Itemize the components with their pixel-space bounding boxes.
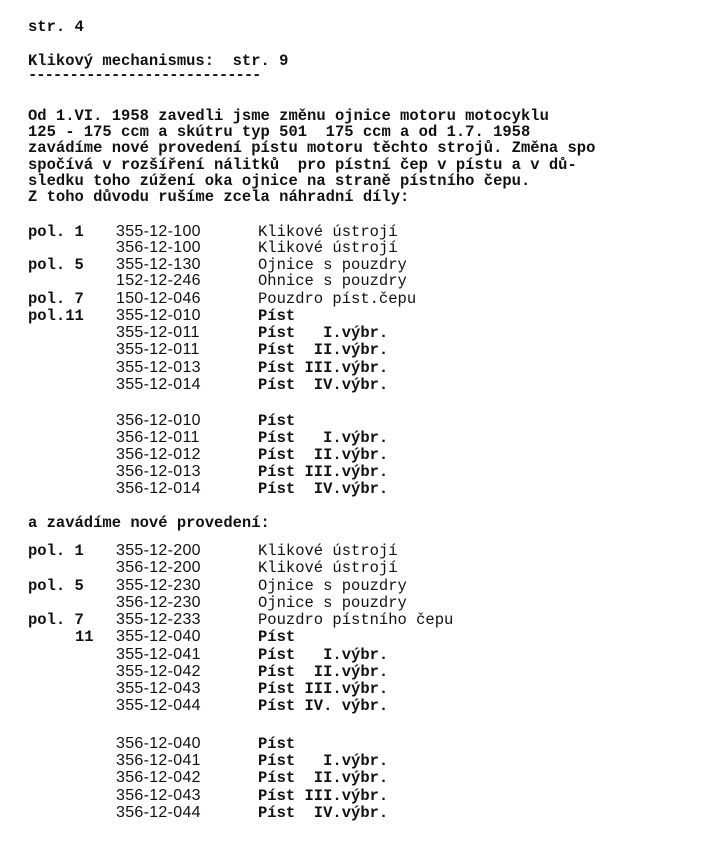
parts-row: [0, 324, 713, 341]
part-description: Klikové ústrojí: [258, 542, 398, 560]
intro-line-5: sledku toho zúžení oka ojnice na straně pístního čepu.: [28, 172, 531, 190]
section-title: Klikový mechanismus: str. 9: [28, 52, 289, 70]
parts-row: [0, 663, 713, 680]
intro-line-3: zavádíme nové provedení pístu motoru těchto strojů. Změna spo: [28, 139, 596, 157]
part-description: Píst III.výbr.: [258, 680, 389, 698]
intro-line-4: spočívá v rozšíření nálitků pro pístní čep v pístu a v dů-: [28, 156, 577, 174]
part-description: Ojnice s pouzdry: [258, 594, 407, 612]
part-number: 355-12-042: [116, 663, 201, 680]
part-number: 355-12-200: [116, 542, 201, 559]
intro-line-2: 125 - 175 ccm a skútru typ 501 175 ccm a od 1.7. 1958: [28, 123, 531, 141]
part-description: Píst III.výbr.: [258, 463, 389, 481]
new-parts-heading: a zavádíme nové provedení:: [28, 514, 270, 532]
part-description: Píst I.výbr.: [258, 752, 389, 770]
part-number: 150-12-046: [116, 290, 201, 307]
part-description: Ojnice s pouzdry: [258, 256, 407, 274]
part-description: Píst I.výbr.: [258, 646, 389, 664]
part-description: Píst II.výbr.: [258, 663, 389, 681]
part-description: Klikové ústrojí: [258, 223, 398, 241]
part-description: Pouzdro píst.čepu: [258, 290, 417, 308]
parts-row: [0, 359, 713, 376]
part-description: Píst IV.výbr.: [258, 480, 389, 498]
parts-row: [0, 239, 713, 256]
parts-row: [0, 804, 713, 821]
part-number: 355-12-041: [116, 646, 201, 663]
parts-row: [0, 223, 713, 240]
position-label: pol. 1: [28, 542, 84, 560]
part-description: Píst: [258, 307, 296, 325]
part-number: 356-12-040: [116, 735, 201, 752]
part-number: 355-12-013: [116, 359, 201, 376]
part-number: 355-12-040: [116, 628, 201, 645]
part-description: Píst III.výbr.: [258, 359, 389, 377]
position-label: 11: [75, 628, 94, 646]
part-number: 356-12-010: [116, 412, 201, 429]
position-label: pol. 1: [28, 223, 84, 241]
part-number: 356-12-011: [116, 429, 200, 446]
parts-row: [0, 697, 713, 714]
part-description: Píst: [258, 735, 296, 753]
parts-row: [0, 290, 713, 307]
part-number: 356-12-200: [116, 559, 201, 576]
part-number: 356-12-012: [116, 446, 201, 463]
parts-row: [0, 577, 713, 594]
parts-row: [0, 446, 713, 463]
parts-row: [0, 463, 713, 480]
part-number: 356-12-013: [116, 463, 201, 480]
part-description: Ohnice s pouzdry: [258, 272, 407, 290]
parts-row: [0, 480, 713, 497]
part-description: Ojnice s pouzdry: [258, 577, 407, 595]
part-number: 355-12-010: [116, 307, 201, 324]
part-description: Klikové ústrojí: [258, 239, 398, 257]
parts-row: [0, 769, 713, 786]
position-label: pol. 7: [28, 290, 84, 308]
parts-row: [0, 680, 713, 697]
part-number: 356-12-044: [116, 804, 201, 821]
intro-line-1: Od 1.VI. 1958 zavedli jsme změnu ojnice motoru motocyklu: [28, 107, 549, 125]
parts-row: [0, 542, 713, 559]
part-number: 355-12-130: [116, 256, 201, 273]
part-number: 355-12-014: [116, 376, 201, 393]
part-description: Píst IV.výbr.: [258, 376, 389, 394]
part-description: Píst III.výbr.: [258, 787, 389, 805]
parts-row: [0, 611, 713, 628]
parts-row: [0, 787, 713, 804]
part-description: Píst IV.výbr.: [258, 804, 389, 822]
part-description: Píst: [258, 412, 296, 430]
title-underline: ----------------------------: [28, 66, 261, 84]
part-description: Pouzdro pístního čepu: [258, 611, 454, 629]
parts-row: [0, 256, 713, 273]
parts-row: [0, 628, 713, 645]
page-number: str. 4: [28, 18, 84, 36]
parts-row: [0, 752, 713, 769]
part-number: 356-12-014: [116, 480, 201, 497]
intro-line-6: Z toho důvodu rušíme zcela náhradní díly:: [28, 188, 410, 206]
part-description: Píst I.výbr.: [258, 324, 389, 342]
part-description: Píst: [258, 628, 296, 646]
position-label: pol. 7: [28, 611, 84, 629]
part-number: 152-12-246: [116, 272, 201, 289]
part-number: 356-12-041: [116, 752, 201, 769]
part-number: 356-12-042: [116, 769, 201, 786]
part-description: Píst II.výbr.: [258, 341, 389, 359]
part-number: 355-12-230: [116, 577, 201, 594]
parts-row: [0, 735, 713, 752]
parts-row: [0, 559, 713, 576]
part-number: 355-12-100: [116, 223, 201, 240]
position-label: pol. 5: [28, 256, 84, 274]
part-description: Klikové ústrojí: [258, 559, 398, 577]
part-number: 356-12-100: [116, 239, 201, 256]
parts-row: [0, 272, 713, 289]
part-number: 356-12-230: [116, 594, 201, 611]
position-label: pol.11: [28, 307, 84, 325]
parts-row: [0, 341, 713, 358]
part-number: 355-12-043: [116, 680, 201, 697]
part-number: 355-12-044: [116, 697, 201, 714]
position-label: pol. 5: [28, 577, 84, 595]
part-number: 355-12-011: [116, 324, 200, 341]
parts-row: [0, 376, 713, 393]
parts-row: [0, 429, 713, 446]
part-number: 355-12-233: [116, 611, 201, 628]
part-number: 355-12-011: [116, 341, 200, 358]
part-description: Píst I.výbr.: [258, 429, 389, 447]
parts-row: [0, 307, 713, 324]
parts-row: [0, 594, 713, 611]
parts-row: [0, 412, 713, 429]
part-description: Píst II.výbr.: [258, 769, 389, 787]
parts-row: [0, 646, 713, 663]
part-description: Píst IV. výbr.: [258, 697, 389, 715]
part-number: 356-12-043: [116, 787, 201, 804]
part-description: Píst II.výbr.: [258, 446, 389, 464]
